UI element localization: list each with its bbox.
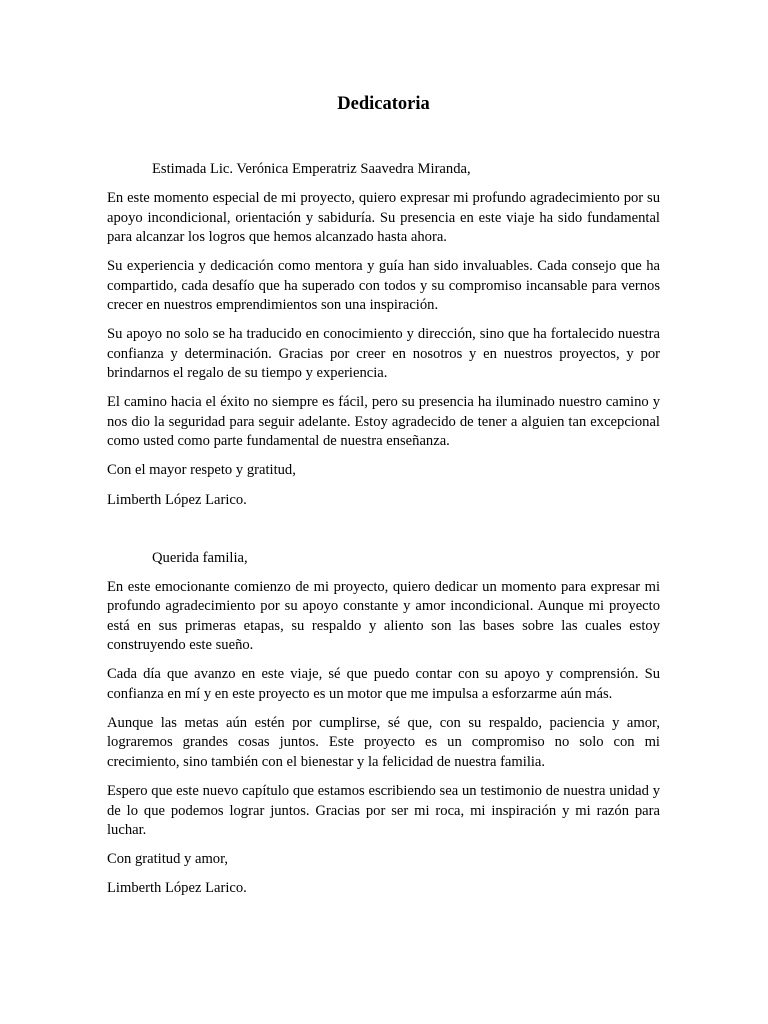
- letter-paragraph: Aunque las metas aún estén por cumplirse, sé que, con su respaldo, paciencia y amor, lograremos grandes cosas juntos. Este proyecto es un compromiso no solo con mi crecimiento, sino también con el bienestar y la felicidad de nuestra familia.: [107, 714, 660, 770]
- document-page: [107, 92, 660, 908]
- letter-paragraph: Cada día que avanzo en este viaje, sé que puedo contar con su apoyo y comprensión. Su confianza en mí y en este proyecto es un motor que me impulsa a esforzarme aún más.: [107, 666, 660, 702]
- letter-salutation: Querida familia,: [152, 549, 248, 566]
- letter-closing: Con gratitud y amor,: [107, 851, 229, 868]
- letter-family: [107, 549, 660, 899]
- letter-closing: Con el mayor respeto y gratitud,: [107, 462, 296, 479]
- letter-paragraph: Su apoyo no solo se ha traducido en conocimiento y dirección, sino que ha fortalecido nuestra confianza y determinación. Gracias por creer en nosotros y en nuestros proyectos, y por brindarnos el regalo de su tiempo y experiencia.: [107, 326, 660, 382]
- letter-signature: Limberth López Larico.: [107, 880, 247, 897]
- letter-signature: Limberth López Larico.: [107, 491, 247, 508]
- page-title: Dedicatoria: [337, 94, 430, 114]
- letter-mentor: [107, 160, 660, 510]
- section-spacer: [107, 520, 660, 549]
- letter-paragraph: Espero que este nuevo capítulo que estamos escribiendo sea un testimonio de nuestra unidad y de lo que podemos lograr juntos. Gracias por ser mi roca, mi inspiración y mi razón para luchar.: [107, 783, 660, 839]
- letter-paragraph: Su experiencia y dedicación como mentora y guía han sido invaluables. Cada consejo que ha compartido, cada desafío que ha superado con todos y su compromiso incansable para vernos crecer en nuestros emprendimientos son una inspiración.: [107, 258, 660, 314]
- letter-paragraph: En este momento especial de mi proyecto, quiero expresar mi profundo agradecimiento por su apoyo incondicional, orientación y sabiduría. Su presencia en este viaje ha sido fundamental para alcanzar los logros que hemos alcanzado hasta ahora.: [107, 190, 660, 246]
- letter-paragraph: En este emocionante comienzo de mi proyecto, quiero dedicar un momento para expresar mi profundo agradecimiento por su apoyo constante y amor incondicional. Aunque mi proyecto está en sus primeras etapas, su respaldo y aliento son las bases sobre las cuales estoy construyendo este sueño.: [107, 578, 660, 654]
- letter-salutation: Estimada Lic. Verónica Emperatriz Saavedra Miranda,: [152, 161, 471, 177]
- letter-paragraph: El camino hacia el éxito no siempre es fácil, pero su presencia ha iluminado nuestro camino y nos dio la seguridad para seguir adelante. Estoy agradecido de tener a alguien tan excepcional como usted como parte fundamental de nuestra enseñanza.: [107, 394, 660, 450]
